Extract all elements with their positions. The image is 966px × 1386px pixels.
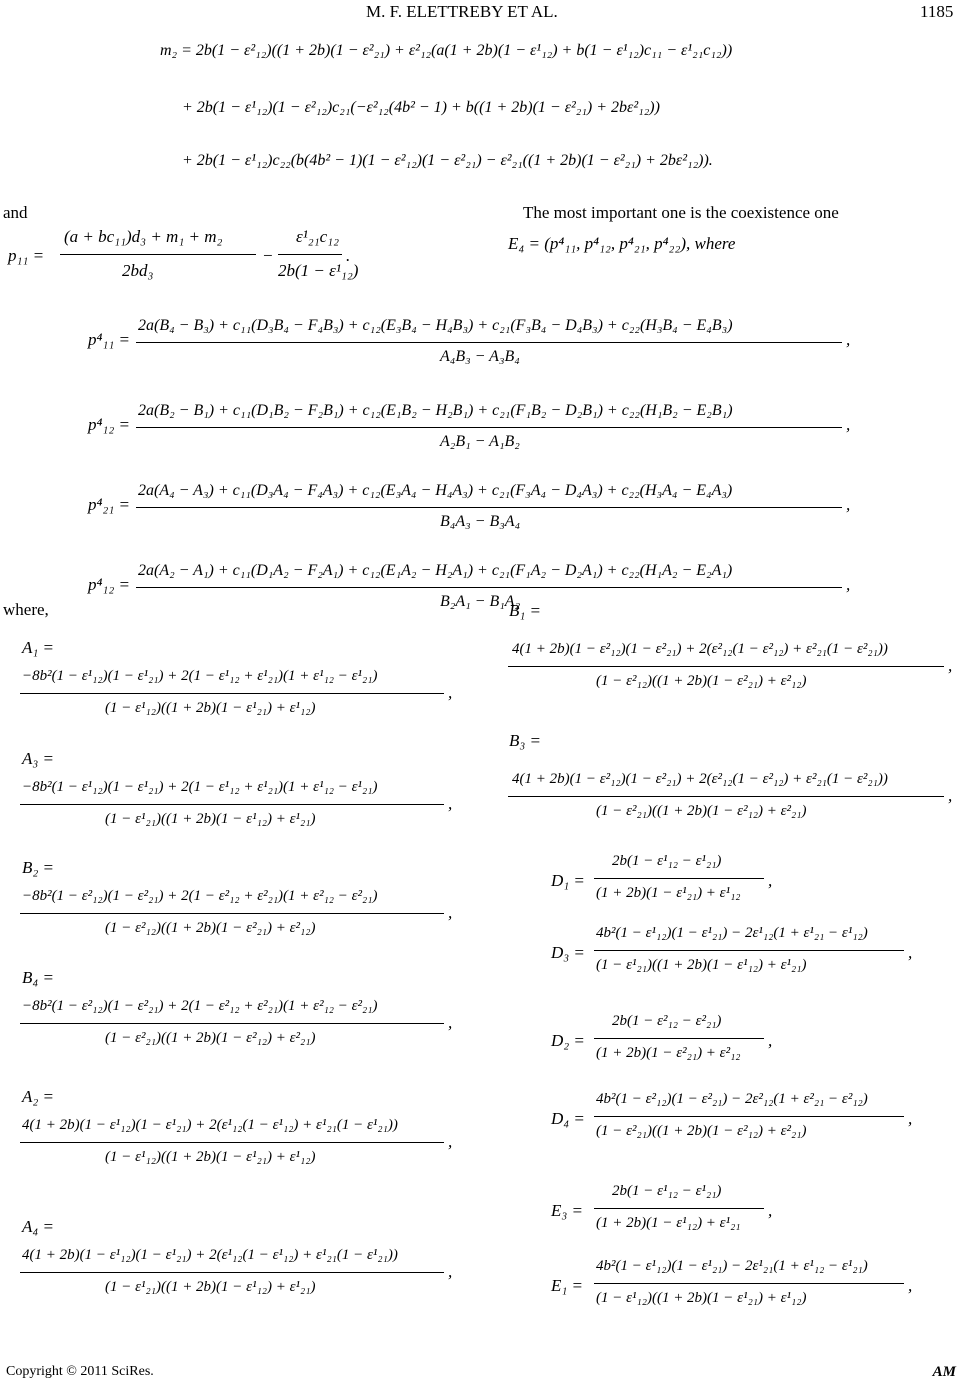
p4-numerator: 2a(B₄ − B₃) + c₁₁(D₃B₄ − F₄B₃) + c₁₂(E₃B₄ − H₄B₃) + c₂₁(F₃B₄ − D₄B₃) + c₂₂(H₃B₄ − E₄B₃) bbox=[138, 317, 733, 334]
def-numerator: 2b(1 − ε¹₁₂ − ε¹₂₁) bbox=[612, 1183, 722, 1199]
def-denominator: (1 − ε¹₁₂)((1 + 2b)(1 − ε¹₂₁) + ε¹₁₂) bbox=[596, 1290, 807, 1306]
def-lhs: B₂ = bbox=[22, 858, 55, 877]
running-title: M. F. ELETTREBY ET AL. bbox=[366, 2, 558, 21]
p4-lhs: p⁴₁₂ = bbox=[88, 575, 130, 594]
fraction-bar bbox=[20, 913, 444, 914]
fraction-bar bbox=[136, 587, 842, 588]
coexistence-text: The most important one is the coexistence one bbox=[523, 203, 839, 222]
p11-denominator-2: 2b(1 − ε¹₁₂) bbox=[278, 261, 359, 280]
def-numerator: 4(1 + 2b)(1 − ε²₁₂)(1 − ε²₂₁) + 2(ε²₁₂(1 − ε²₁₂) + ε²₂₁(1 − ε²₂₁)) bbox=[512, 641, 888, 657]
p4-denominator: B₂A₁ − B₁A₂ bbox=[440, 593, 521, 610]
def-end: , bbox=[908, 943, 913, 962]
def-end: , bbox=[908, 1276, 913, 1295]
and-label: and bbox=[3, 203, 28, 222]
p4-numerator: 2a(A₂ − A₁) + c₁₁(D₁A₂ − F₂A₁) + c₁₂(E₁A₂ − H₂A₁) + c₂₁(F₁A₂ − D₂A₁) + c₂₂(H₁A₂ − E₂A₁) bbox=[138, 562, 733, 579]
def-denominator: (1 − ε²₁₂)((1 + 2b)(1 − ε²₂₁) + ε²₁₂) bbox=[105, 920, 316, 936]
def-end: , bbox=[448, 1132, 453, 1151]
def-lhs: D₁ = bbox=[551, 871, 585, 890]
p11-end: . bbox=[346, 246, 351, 265]
def-end: , bbox=[948, 656, 953, 675]
p11-minus: − bbox=[262, 246, 274, 265]
def-numerator: −8b²(1 − ε¹₁₂)(1 − ε¹₂₁) + 2(1 − ε¹₁₂ + ε¹₂₁)(1 + ε¹₁₂ − ε¹₂₁) bbox=[22, 779, 378, 795]
fraction-bar bbox=[508, 666, 944, 667]
def-lhs: A₄ = bbox=[22, 1217, 55, 1236]
copyright-footer: Copyright © 2011 SciRes. bbox=[6, 1364, 154, 1379]
def-end: , bbox=[448, 1013, 453, 1032]
def-lhs: D₄ = bbox=[551, 1109, 585, 1128]
fraction-bar bbox=[136, 507, 842, 508]
def-end: , bbox=[768, 871, 773, 890]
def-denominator: (1 − ε¹₂₁)((1 + 2b)(1 − ε¹₁₂) + ε¹₂₁) bbox=[105, 1279, 316, 1295]
where-label: where, bbox=[3, 600, 49, 619]
def-denominator: (1 − ε²₂₁)((1 + 2b)(1 − ε²₁₂) + ε²₂₁) bbox=[105, 1030, 316, 1046]
def-end: , bbox=[948, 786, 953, 805]
def-lhs: B₃ = bbox=[509, 731, 542, 750]
def-numerator: −8b²(1 − ε²₁₂)(1 − ε²₂₁) + 2(1 − ε²₁₂ + ε²₂₁)(1 + ε²₁₂ − ε²₂₁) bbox=[22, 888, 378, 904]
def-lhs: A₂ = bbox=[22, 1087, 55, 1106]
fraction-bar bbox=[20, 1272, 444, 1273]
def-denominator: (1 − ε²₁₂)((1 + 2b)(1 − ε²₂₁) + ε²₁₂) bbox=[596, 673, 807, 689]
def-end: , bbox=[448, 794, 453, 813]
fraction-bar bbox=[20, 1142, 444, 1143]
fraction-bar bbox=[594, 878, 764, 879]
m2-equation-line-2: + 2b(1 − ε¹₁₂)(1 − ε²₁₂)c₂₁(−ε²₁₂(4b² − 1) + b((1 + 2b)(1 − ε²₂₁) + 2bε²₁₂)) bbox=[182, 99, 660, 116]
def-denominator: (1 − ε¹₁₂)((1 + 2b)(1 − ε¹₂₁) + ε¹₁₂) bbox=[105, 1149, 316, 1165]
def-numerator: 2b(1 − ε²₁₂ − ε²₂₁) bbox=[612, 1013, 722, 1029]
fraction-bar bbox=[60, 254, 256, 255]
p4-lhs: p⁴₁₁ = bbox=[88, 330, 130, 349]
p11-fraction-1 bbox=[60, 226, 260, 296]
def-end: , bbox=[448, 683, 453, 702]
def-numerator: −8b²(1 − ε¹₁₂)(1 − ε¹₂₁) + 2(1 − ε¹₁₂ + ε¹₂₁)(1 + ε¹₁₂ − ε¹₂₁) bbox=[22, 668, 378, 684]
def-numerator: 4(1 + 2b)(1 − ε¹₁₂)(1 − ε¹₂₁) + 2(ε¹₁₂(1 − ε¹₁₂) + ε¹₂₁(1 − ε¹₂₁)) bbox=[22, 1247, 398, 1263]
def-numerator: 2b(1 − ε¹₁₂ − ε¹₂₁) bbox=[612, 853, 722, 869]
def-denominator: (1 − ε²₂₁)((1 + 2b)(1 − ε²₁₂) + ε²₂₁) bbox=[596, 803, 807, 819]
def-numerator: 4(1 + 2b)(1 − ε¹₁₂)(1 − ε¹₂₁) + 2(ε¹₁₂(1 − ε¹₁₂) + ε¹₂₁(1 − ε¹₂₁)) bbox=[22, 1117, 398, 1133]
def-numerator: 4b²(1 − ε¹₁₂)(1 − ε¹₂₁) − 2ε¹₂₁(1 + ε¹₁₂ − ε¹₂₁) bbox=[596, 1258, 868, 1274]
p4-numerator: 2a(B₂ − B₁) + c₁₁(D₁B₂ − F₂B₁) + c₁₂(E₁B₂ − H₂B₁) + c₂₁(F₁B₂ − D₂B₁) + c₂₂(H₁B₂ − E₂B₁) bbox=[138, 402, 733, 419]
def-denominator: (1 − ε¹₂₁)((1 + 2b)(1 − ε¹₁₂) + ε¹₂₁) bbox=[105, 811, 316, 827]
p11-numerator-1: (a + bc₁₁)d₃ + m₁ + m₂ bbox=[64, 227, 223, 246]
def-lhs: E₃ = bbox=[551, 1201, 584, 1220]
p4-lhs: p⁴₂₁ = bbox=[88, 495, 130, 514]
fraction-bar bbox=[594, 1038, 764, 1039]
p11-denominator-1: 2bd₃ bbox=[122, 261, 154, 280]
m2-equation-line-3: + 2b(1 − ε¹₁₂)c₂₂(b(4b² − 1)(1 − ε²₁₂)(1 − ε²₂₁) − ε²₂₁((1 + 2b)(1 − ε²₂₁) + 2bε²₁₂)). bbox=[182, 152, 713, 169]
page-number: 1185 bbox=[920, 2, 954, 21]
def-lhs: E₁ = bbox=[551, 1276, 584, 1295]
journal-abbrev: AM bbox=[932, 1364, 956, 1380]
def-end: , bbox=[908, 1109, 913, 1128]
def-denominator: (1 − ε¹₁₂)((1 + 2b)(1 − ε¹₂₁) + ε¹₁₂) bbox=[105, 700, 316, 716]
def-lhs: A₁ = bbox=[22, 638, 55, 657]
fraction-bar bbox=[594, 1283, 904, 1284]
fraction-bar bbox=[594, 1116, 904, 1117]
p4-end: , bbox=[846, 330, 851, 349]
fraction-bar bbox=[136, 427, 842, 428]
def-end: , bbox=[768, 1201, 773, 1220]
p4-end: , bbox=[846, 575, 851, 594]
p11-fraction-2 bbox=[278, 226, 398, 296]
p4-end: , bbox=[846, 415, 851, 434]
def-numerator: 4b²(1 − ε²₁₂)(1 − ε²₂₁) − 2ε²₁₂(1 + ε²₂₁ − ε²₁₂) bbox=[596, 1091, 868, 1107]
def-denominator: (1 + 2b)(1 − ε¹₁₂) + ε¹₂₁ bbox=[596, 1215, 741, 1231]
def-denominator: (1 + 2b)(1 − ε²₂₁) + ε²₁₂ bbox=[596, 1045, 741, 1061]
def-denominator: (1 + 2b)(1 − ε¹₂₁) + ε¹₁₂ bbox=[596, 885, 741, 901]
def-numerator: 4(1 + 2b)(1 − ε²₁₂)(1 − ε²₂₁) + 2(ε²₁₂(1 − ε²₁₂) + ε²₂₁(1 − ε²₂₁)) bbox=[512, 771, 888, 787]
fraction-bar bbox=[20, 804, 444, 805]
p4-denominator: B₄A₃ − B₃A₄ bbox=[440, 513, 521, 530]
e4-equation: E₄ = (p⁴₁₁, p⁴₁₂, p⁴₂₁, p⁴₂₂), where bbox=[508, 234, 736, 253]
fraction-bar bbox=[278, 254, 342, 255]
def-end: , bbox=[448, 1262, 453, 1281]
def-lhs: D₂ = bbox=[551, 1031, 585, 1050]
p4-numerator: 2a(A₄ − A₃) + c₁₁(D₃A₄ − F₄A₃) + c₁₂(E₃A₄ − H₄A₃) + c₂₁(F₃A₄ − D₄A₃) + c₂₂(H₃A₄ − E₄A₃) bbox=[138, 482, 733, 499]
p11-lhs: p₁₁ = bbox=[8, 246, 45, 265]
fraction-bar bbox=[20, 693, 444, 694]
def-lhs: B₁ = bbox=[509, 601, 542, 620]
m2-equation-line-1: m₂ = 2b(1 − ε²₁₂)((1 + 2b)(1 − ε²₂₁) + ε²₁₂(a(1 + 2b)(1 − ε¹₁₂) + b(1 − ε¹₁₂)c₁₁ − ε¹₂₁c₁₂)) bbox=[160, 42, 733, 59]
fraction-bar bbox=[20, 1023, 444, 1024]
fraction-bar bbox=[508, 796, 944, 797]
def-end: , bbox=[448, 903, 453, 922]
p4-end: , bbox=[846, 495, 851, 514]
fraction-bar bbox=[594, 950, 904, 951]
def-lhs: A₃ = bbox=[22, 749, 55, 768]
fraction-bar bbox=[594, 1208, 764, 1209]
def-numerator: −8b²(1 − ε²₁₂)(1 − ε²₂₁) + 2(1 − ε²₁₂ + ε²₂₁)(1 + ε²₁₂ − ε²₂₁) bbox=[22, 998, 378, 1014]
p4-denominator: A₂B₁ − A₁B₂ bbox=[440, 433, 520, 450]
def-lhs: D₃ = bbox=[551, 943, 585, 962]
def-denominator: (1 − ε²₂₁)((1 + 2b)(1 − ε²₁₂) + ε²₂₁) bbox=[596, 1123, 807, 1139]
fraction-bar bbox=[136, 342, 842, 343]
def-end: , bbox=[768, 1031, 773, 1050]
def-numerator: 4b²(1 − ε¹₁₂)(1 − ε¹₂₁) − 2ε¹₁₂(1 + ε¹₂₁ − ε¹₁₂) bbox=[596, 925, 868, 941]
p4-lhs: p⁴₁₂ = bbox=[88, 415, 130, 434]
def-denominator: (1 − ε¹₂₁)((1 + 2b)(1 − ε¹₁₂) + ε¹₂₁) bbox=[596, 957, 807, 973]
def-lhs: B₄ = bbox=[22, 968, 55, 987]
p4-denominator: A₄B₃ − A₃B₄ bbox=[440, 348, 520, 365]
p11-numerator-2: ε¹₂₁c₁₂ bbox=[296, 227, 339, 246]
